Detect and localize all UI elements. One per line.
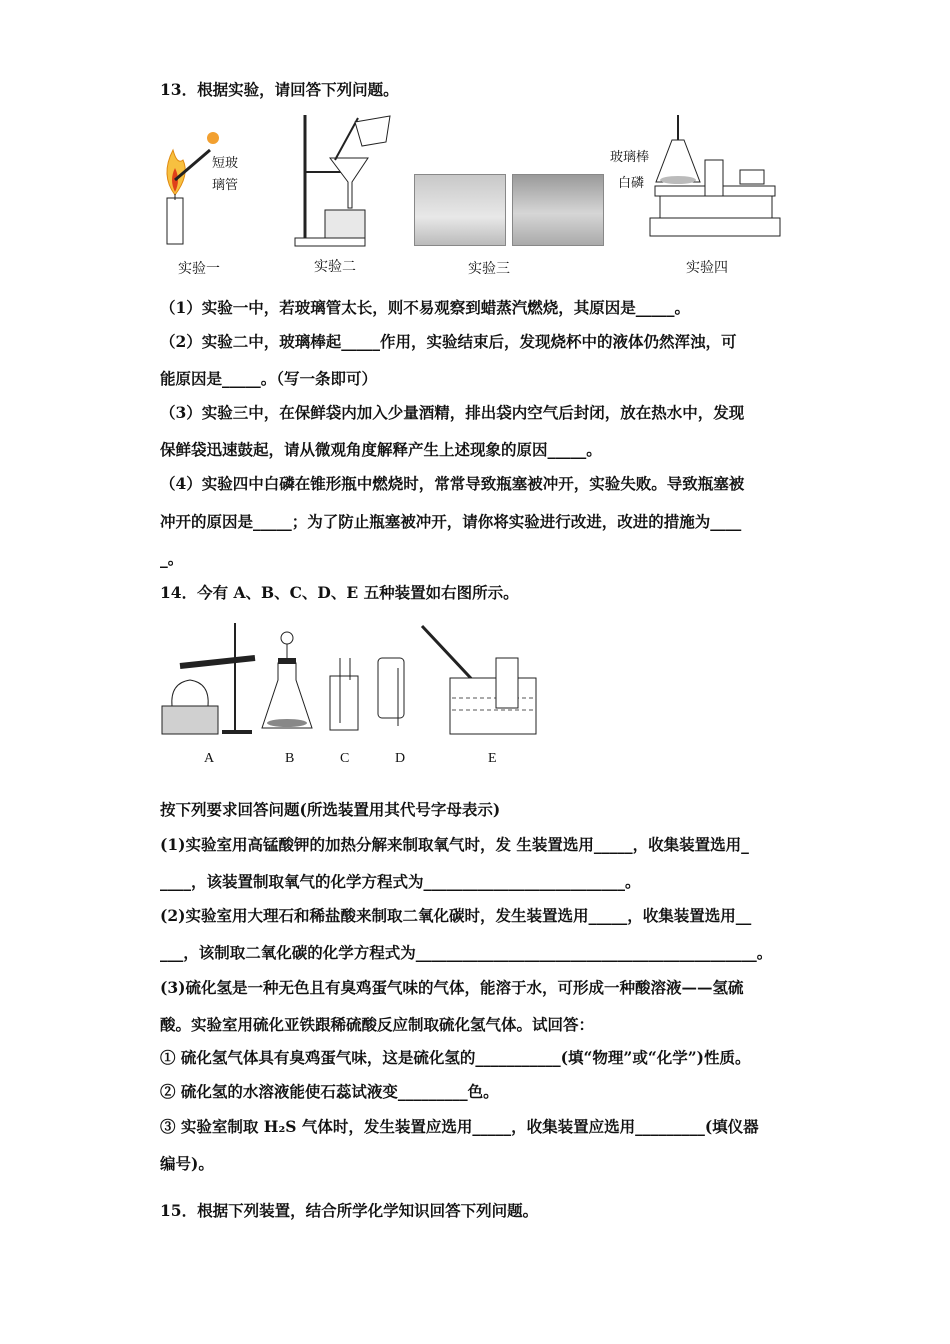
q13-part4-line3: _。 (160, 549, 184, 568)
q13-part4-line2: 冲开的原因是_____；为了防止瓶塞被冲开，请你将实验进行改进，改进的措施为____ (160, 512, 742, 531)
q14-sub1: ① 硫化氢气体具有臭鸡蛋气味，这是硫化氢的___________(填“物理”或“化学”)性质。 (160, 1048, 751, 1067)
exp4-label-rod: 玻璃棒 (610, 150, 650, 165)
q14-sub2: ② 硫化氢的水溶液能使石蕊试液变_________色。 (160, 1082, 499, 1101)
q14-part2-line2: ___，该制取二氧化碳的化学方程式为____________________________________________。 (160, 943, 773, 962)
q14-part3-line2: 酸。实验室用硫化亚铁跟稀硫酸反应制取硫化氢气体。试回答： (160, 1015, 595, 1034)
q14-part2-line1: (2)实验室用大理石和稀盐酸来制取二氧化碳时，发生装置选用_____，收集装置选用__ (160, 906, 752, 925)
label-c: C (340, 751, 350, 766)
q13-part4-line1: （4）实验四中白磷在锥形瓶中燃烧时，常常导致瓶塞被冲开，实验失败。导致瓶塞被 (160, 474, 745, 493)
apparatus-a-e-figure (160, 618, 540, 743)
q14-part3-line1: (3)硫化氢是一种无色且有臭鸡蛋气味的气体，能溶于水，可形成一种酸溶液——氢硫 (160, 978, 744, 997)
exp1-label-tube-a: 短玻 (212, 156, 239, 171)
exp3-caption: 实验三 (468, 261, 510, 277)
label-e: E (488, 751, 497, 766)
q14-part1-line1: (1)实验室用高锰酸钾的加热分解来制取氧气时，发 生装置选用_____，收集装置选用_ (160, 835, 749, 854)
experiment-3-photo-a (414, 174, 506, 246)
question-13-title: 13．根据实验，请回答下列问题。 (160, 80, 399, 99)
exp1-caption: 实验一 (178, 261, 220, 277)
label-d: D (395, 751, 406, 766)
exp1-label-tube-b: 璃管 (212, 178, 239, 193)
exp2-caption: 实验二 (314, 259, 356, 275)
experiment-3-photo-b (512, 174, 604, 246)
experiment-2-figure (290, 110, 400, 250)
label-a: A (204, 751, 215, 766)
q14-part1-line2: ____，该装置制取氧气的化学方程式为__________________________。 (160, 872, 641, 891)
exp4-caption: 实验四 (686, 260, 728, 276)
q13-part3-line2: 保鲜袋迅速鼓起，请从微观角度解释产生上述现象的原因_____。 (160, 440, 602, 459)
q13-part3-line1: （3）实验三中，在保鲜袋内加入少量酒精，排出袋内空气后封闭，放在热水中，发现 (160, 403, 745, 422)
exp4-label-phosphorus: 白磷 (618, 176, 645, 191)
question-15-title: 15．根据下列装置，结合所学化学知识回答下列问题。 (160, 1201, 539, 1220)
question-14-title: 14．今有 A、B、C、D、E 五种装置如右图所示。 (160, 583, 519, 602)
label-b: B (285, 751, 295, 766)
experiment-4-figure (650, 110, 780, 250)
q14-intro: 按下列要求回答问题(所选装置用其代号字母表示) (160, 800, 501, 819)
q14-sub3-line2: 编号)。 (160, 1154, 214, 1173)
q13-part2-line2: 能原因是_____。（写一条即可） (160, 369, 378, 388)
q14-sub3-line1: ③ 实验室制取 H₂S 气体时，发生装置应选用_____，收集装置应选用_________(填仪器 (160, 1117, 759, 1136)
experiment-1-figure (155, 120, 255, 250)
q13-part2-line1: （2）实验二中，玻璃棒起_____作用，实验结束后，发现烧杯中的液体仍然浑浊，可 (160, 332, 737, 351)
q13-part1: （1）实验一中，若玻璃管太长，则不易观察到蜡蒸汽燃烧，其原因是_____。 (160, 298, 691, 317)
